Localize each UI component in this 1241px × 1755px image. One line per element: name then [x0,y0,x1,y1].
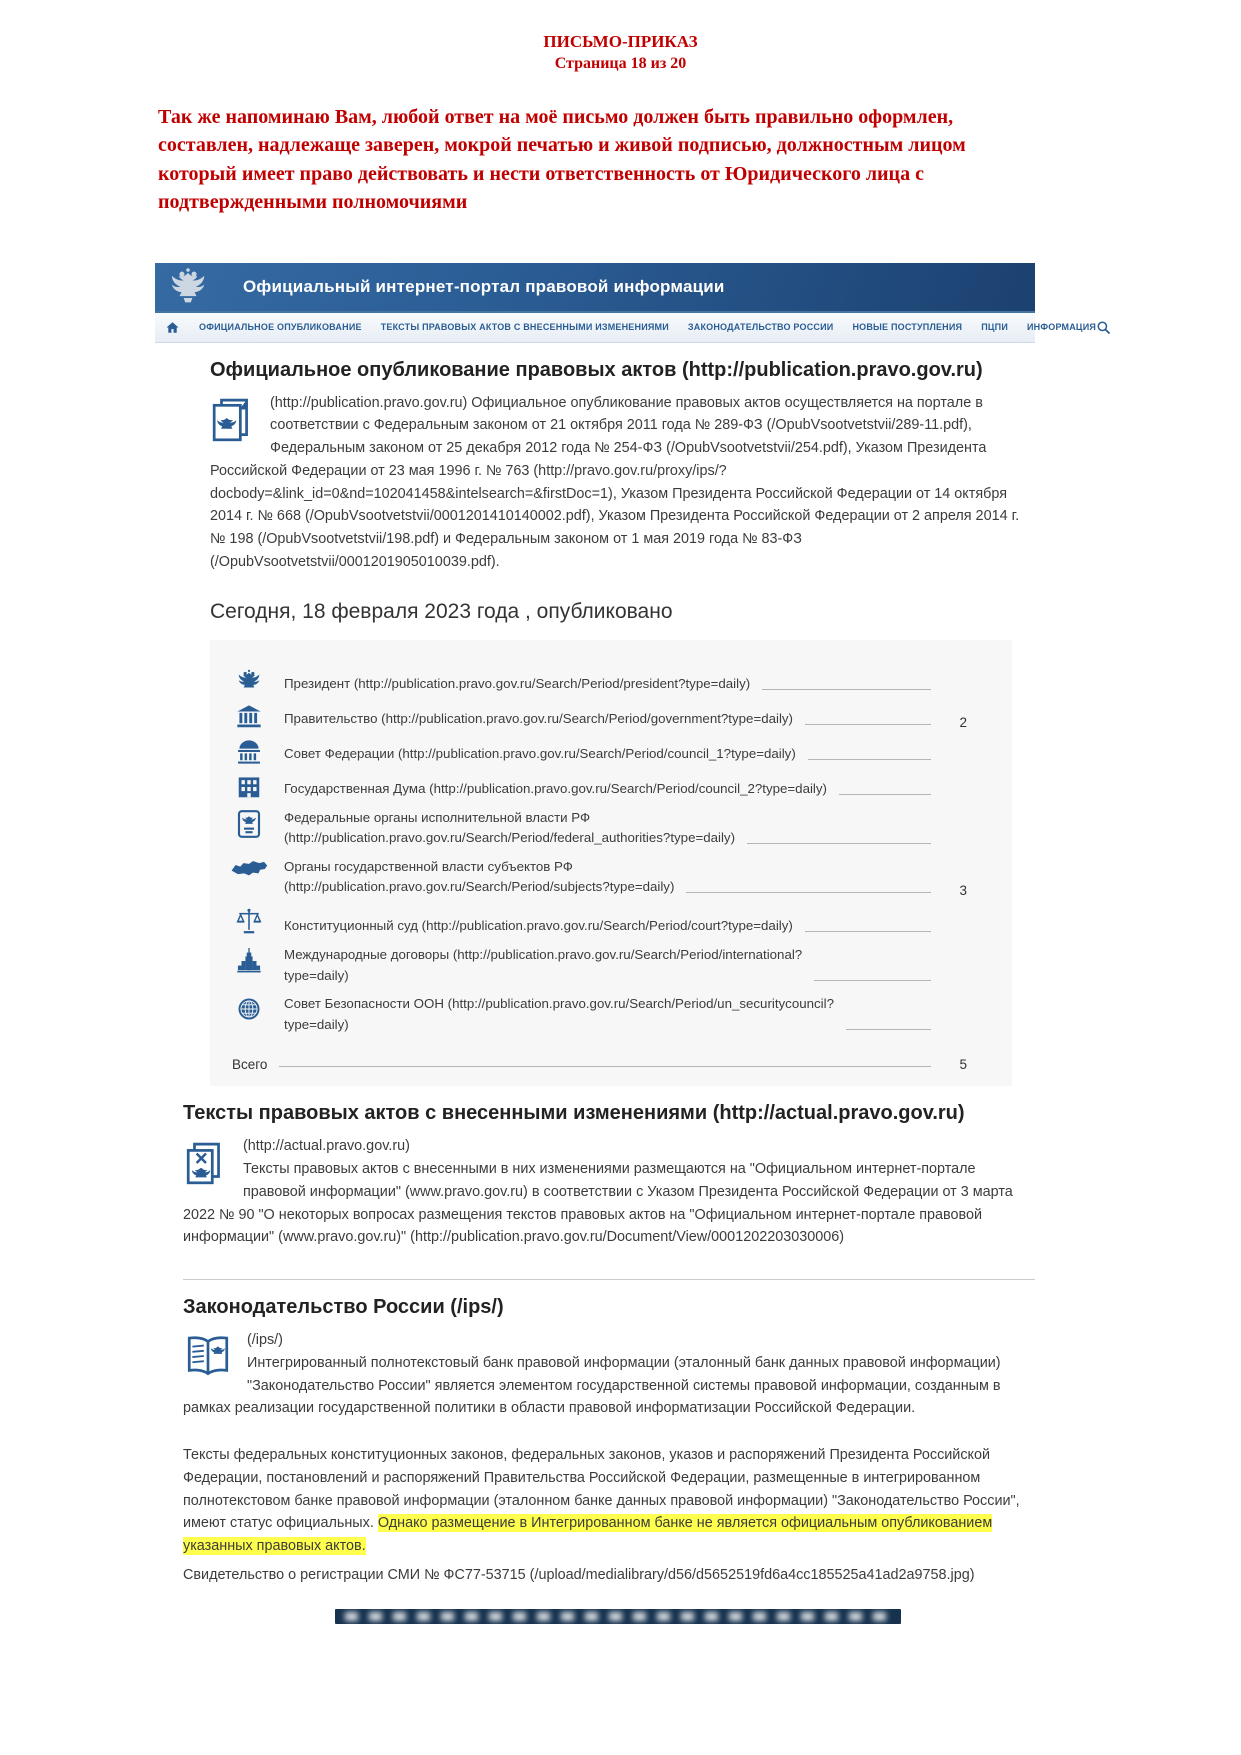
list-item [230,857,967,898]
council-building-icon [230,738,268,765]
leader-line [762,689,931,690]
nav-item[interactable]: ПЦПИ [981,322,1008,333]
list-item [230,808,967,849]
leader-line [808,759,931,760]
list-item [230,945,967,986]
list-item-link[interactable]: Совет Федерации (http://publication.pravo.gov.ru/Search/Period/council_1?type=daily) [284,745,796,761]
highlighted-disclaimer: Однако размещение в Интегрированном банке не является официальным опубликованием указанных правовых актов. [183,1515,993,1555]
legislation-status-paragraph [183,1444,1035,1558]
letter-body-text: Так же напоминаю Вам, любой ответ на моё письмо должен быть правильно оформлен, составлен, надлежаще заверен, мокрой печатью и живой подписью, должностным лицом который имеет право действовать и нести ответственность от Юридического лица с подтвержденными полномочиями [158,106,966,214]
list-item [230,994,967,1035]
nav-item[interactable]: ИНФОРМАЦИЯ [1027,322,1097,333]
legislation-text: Интегрированный полнотекстовый банк правовой информации (эталонный банк данных правовой информации) "Законодательство России" является элементом государственной системы правовой информации, созданным в рамках реализации государственной политики в области правовой информатизации Российской Федерации. [183,1354,1001,1417]
list-item-link[interactable]: Федеральные органы исполнительной власти РФ (http://publication.pravo.gov.ru/Search/Period/federal_authorities?type=daily) [284,809,736,846]
list-item-link[interactable]: Органы государственной власти субъектов РФ (http://publication.pravo.gov.ru/Search/Period/subjects?type=daily) [284,858,675,895]
portal-header [155,263,1035,313]
total-row [230,1057,967,1072]
leader-line [686,892,931,893]
leader-line [805,931,931,932]
legislation-paragraph [183,1329,1035,1420]
duma-building-icon [230,773,268,800]
actual-texts-paragraph [183,1135,1035,1249]
list-item-link[interactable]: Международные договоры (http://publication.pravo.gov.ru/Search/Period/international? type=daily) [284,947,803,983]
nav-item[interactable]: ОФИЦИАЛЬНОЕ ОПУБЛИКОВАНИЕ [199,322,362,333]
tower-building-icon [230,945,268,986]
home-icon[interactable] [165,320,180,335]
list-item-link[interactable]: Президент (http://publication.pravo.gov.ru/Search/Period/president?type=daily) [284,675,751,691]
letter-title: ПИСЬМО-ПРИКАЗ [543,32,698,51]
actual-docs-icon [183,1138,229,1190]
un-globe-icon [230,994,268,1035]
list-item [230,666,967,695]
leader-line [839,794,931,795]
letter-page-info: Страница 18 из 20 [554,55,687,72]
actual-texts-text[interactable]: Тексты правовых актов с внесенными в них изменениями размещаются на "Официальном интернет-портале правовой информации" (www.pravo.gov.ru) в соответствии с Указом Президента Российской Федерации от 3 марта 2022 № 90 "О некоторых вопросах размещения текстов правовых актов на "Официальном интернет-портале правовой информации" (www.pravo.gov.ru)" (http://publication.pravo.gov.ru/Document/View/0001202203030006) [183,1161,1013,1246]
portal-title: Официальный интернет-портал правовой информации [243,276,725,296]
list-item-link[interactable]: Государственная Дума (http://publication.pravo.gov.ru/Search/Period/council_2?type=daily) [284,780,827,796]
letter-head [0,0,1241,217]
list-item-link[interactable]: Совет Безопасности ООН (http://publication.pravo.gov.ru/Search/Period/un_securitycouncil? type=daily) [284,996,834,1032]
legislation-link[interactable]: (/ips/) [247,1332,283,1349]
list-item-link[interactable]: Конституционный суд (http://publication.pravo.gov.ru/Search/Period/court?type=daily) [284,918,793,934]
leader-line [814,980,931,981]
list-item [230,773,967,800]
nav-item[interactable]: ТЕКСТЫ ПРАВОВЫХ АКТОВ С ВНЕСЕННЫМИ ИЗМЕНЕНИЯМИ [380,322,669,333]
leader-line [805,724,931,725]
list-item [230,906,967,937]
official-publication-paragraph [210,392,1035,574]
published-today-list [210,640,1012,1087]
legislation-heading: Законодательство России (/ips/) [183,1296,504,1319]
portal-screenshot [155,263,1097,1624]
list-item-link[interactable]: Правительство (http://publication.pravo.gov.ru/Search/Period/government?type=daily) [284,710,793,726]
federal-emblem-icon [230,808,268,849]
published-today-heading: Сегодня, 18 февраля 2023 года , опубликовано [210,599,673,623]
coat-of-arms-icon [166,265,210,309]
nav-item[interactable]: ЗАКОНОДАТЕЛЬСТВО РОССИИ [687,322,834,333]
section-divider [183,1279,1035,1280]
legislation-status-text: Тексты федеральных конституционных законов, федеральных законов, указов и распоряжений Президента Российской Федерации, постановлений и распоряжений Правительства Российской Федерации, размещенные в интегрированном полнотекстовом банке правовой информации (эталонном банке данных правовой информации) "Законодательство России", имеют статус официальных. [183,1447,1020,1532]
official-publication-heading: Официальное опубликование правовых актов (http://publication.pravo.gov.ru) [210,358,983,381]
total-label: Всего [232,1057,268,1073]
leader-line [279,1066,931,1067]
list-item-count: 3 [959,883,967,898]
portal-nav [155,313,1097,343]
search-icon[interactable] [1096,320,1111,335]
list-item [230,703,967,730]
list-item [230,738,967,765]
leader-line [846,1029,931,1030]
ips-book-icon [183,1332,233,1380]
media-certificate-line[interactable]: Свидетельство о регистрации СМИ № ФС77-53715 (/upload/medialibrary/d56/d5652519fd6a4cc185525a41ad2a9758.jpg) [183,1566,975,1583]
actual-texts-link[interactable]: (http://actual.pravo.gov.ru) [243,1138,410,1155]
publication-docs-icon [210,395,256,447]
leader-line [747,843,931,844]
russia-map-icon [230,857,268,898]
portal-content [155,359,1035,1624]
eagle-icon [230,666,268,695]
nav-item[interactable]: НОВЫЕ ПОСТУПЛЕНИЯ [852,322,963,333]
footer-blur-bar [335,1609,901,1624]
actual-texts-heading: Тексты правовых актов с внесенными изменениями (http://actual.pravo.gov.ru) [183,1102,965,1125]
government-building-icon [230,703,268,730]
total-count: 5 [959,1057,967,1073]
list-item-count: 2 [959,714,967,730]
official-publication-text[interactable]: (http://publication.pravo.gov.ru) Официальное опубликование правовых актов осуществляется на портале в соответствии с Федеральным законом от 21 октября 2011 года № 289-ФЗ (/OpubVsootvetstvii/289-11.pdf), Федеральным законом от 25 декабря 2012 года № 254-ФЗ (/OpubVsootvetstvii/254.pdf), Указом Президента Российской Федерации от 23 мая 1996 г. № 763 (http://pravo.gov.ru/proxy/ips/?docbody=&link_id=0&nd=102041458&intelsearch=&firstDoc=1), Указом Президента Российской Федерации от 14 октября 2014 г. № 668 (/OpubVsootvetstvii/0001201410140002.pdf), Указом Президента Российской Федерации от 2 апреля 2014 г. № 198 (/OpubVsootvetstvii/198.pdf) и Федеральным законом от 1 мая 2019 года № 83-ФЗ (/OpubVsootvetstvii/0001201905010039.pdf). [210,394,1020,570]
scales-icon [230,906,268,937]
